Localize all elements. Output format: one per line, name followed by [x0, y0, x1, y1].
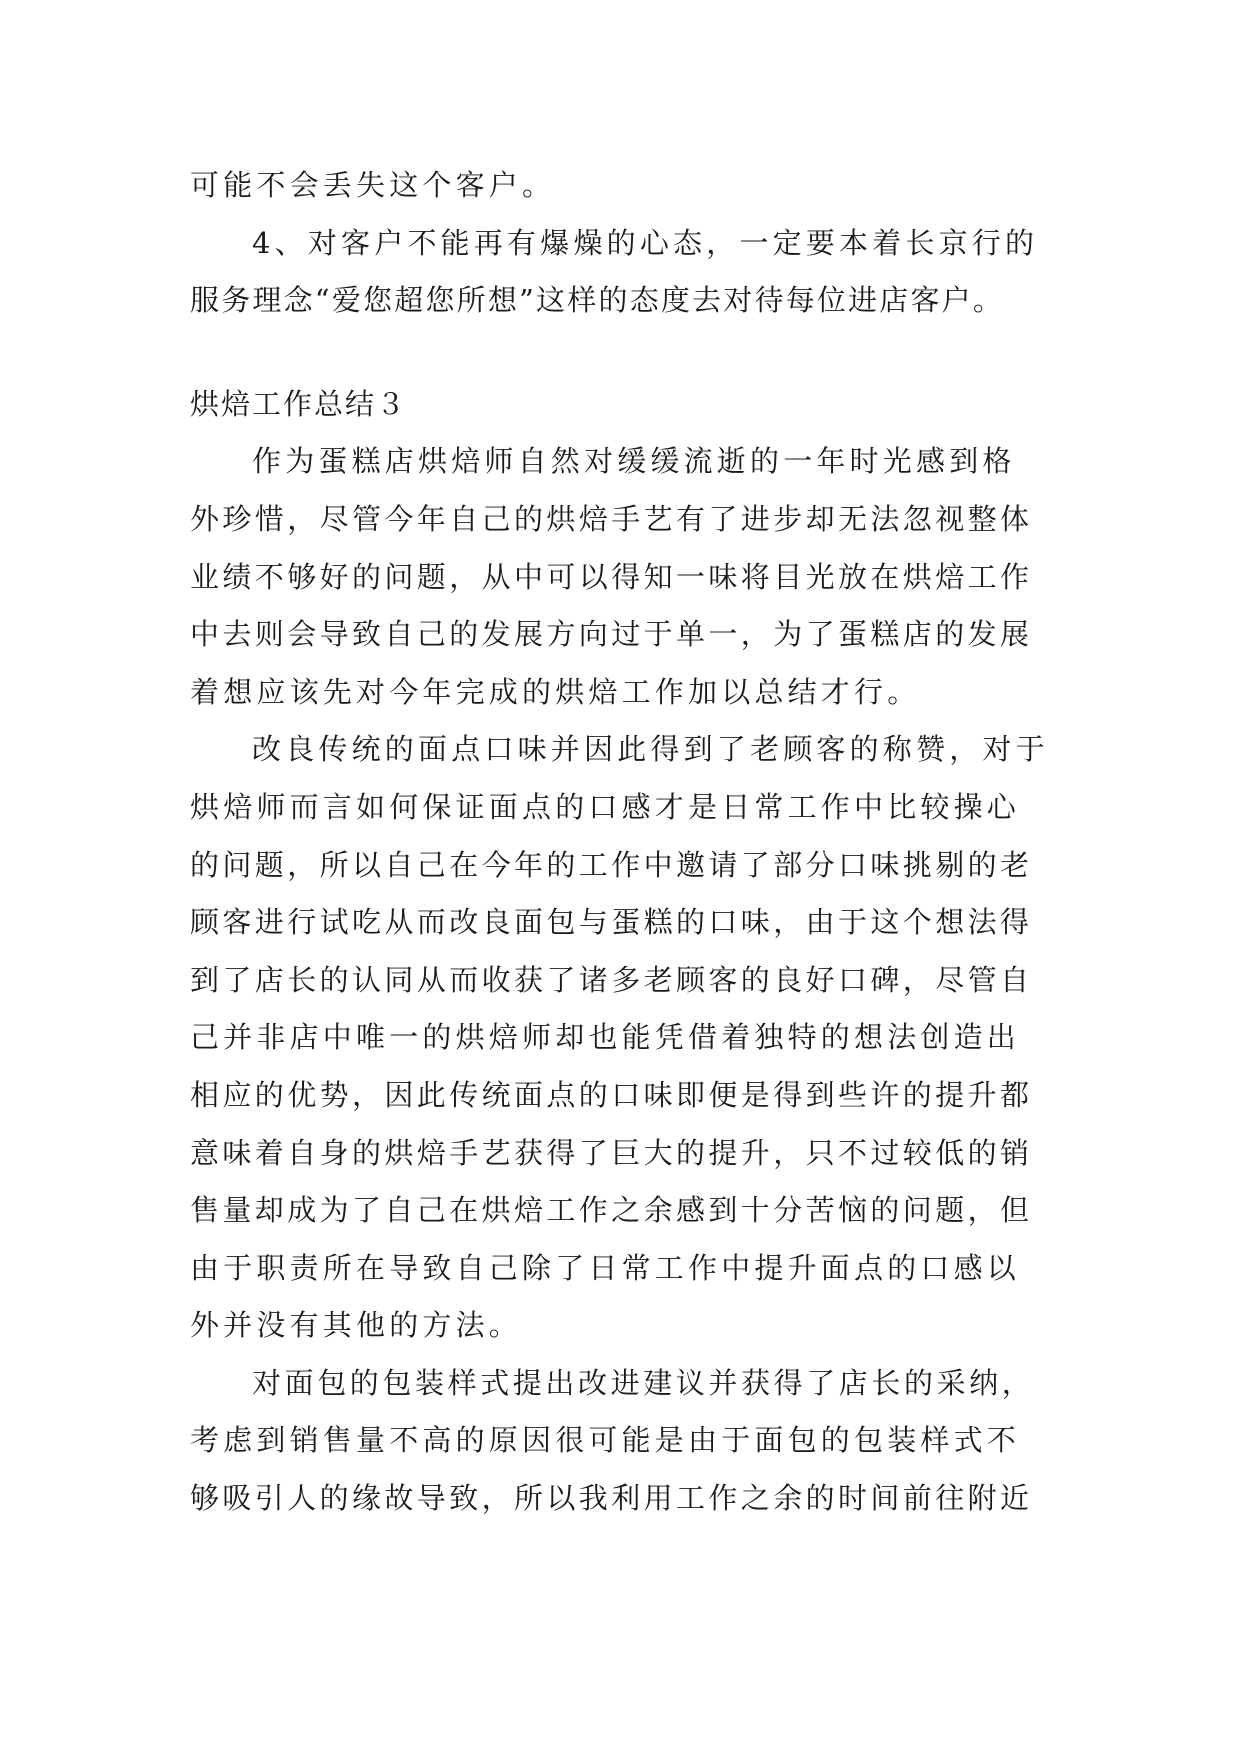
text-line: 己并非店中唯一的烘焙师却也能凭借着独特的想法创造出 [190, 1020, 1021, 1055]
text-line: 顾客进行试吃从而改良面包与蛋糕的口味，由于这个想法得 [190, 905, 1033, 940]
section-title: 烘焙工作总结３ [190, 386, 408, 421]
text-line: 作为蛋糕店烘焙师自然对缓缓流逝的一年时光感到格 [252, 444, 1016, 479]
text-line: 烘焙师而言如何保证面点的口感才是日常工作中比较操心 [190, 789, 1021, 824]
text-line: 对面包的包装样式提出改进建议并获得了店长的采纳， [252, 1365, 1035, 1400]
text-line: 意味着自身的烘焙手艺获得了巨大的提升，只不过较低的销 [190, 1135, 1033, 1170]
text-line: 够吸引人的缘故导致，所以我利用工作之余的时间前往附近 [190, 1481, 1033, 1516]
text-line: 的问题，所以自己在今年的工作中邀请了部分口味挑剔的老 [190, 847, 1033, 882]
paragraph-2 [190, 721, 1058, 1355]
text-line: 着想应该先对今年完成的烘焙工作加以总结才行。 [190, 674, 921, 709]
document-body [190, 157, 1058, 1528]
text-line: 相应的优势，因此传统面点的口味即便是得到些许的提升都 [190, 1077, 1033, 1112]
continuation-line [190, 157, 1058, 215]
text-line: 改良传统的面点口味并因此得到了老顾客的称赞，对于 [252, 732, 1049, 767]
text-line: 可能不会丢失这个客户。 [190, 168, 556, 202]
text-line: 由于职责所在导致自己除了日常工作中提升面点的口感以 [190, 1250, 1021, 1285]
text-line: 外珍惜，尽管今年自己的烘焙手艺有了进步却无法忽视整体 [190, 501, 1033, 536]
text-line: 售量却成为了自己在烘焙工作之余感到十分苦恼的问题，但 [190, 1193, 1033, 1228]
paragraph-3 [190, 1355, 1058, 1528]
text-line: 中去则会导致自己的发展方向过于单一，为了蛋糕店的发展 [190, 617, 1033, 652]
text-line: 考虑到销售量不高的原因很可能是由于面包的包装样式不 [190, 1423, 1021, 1458]
text-line: 4、对客户不能再有爆燥的心态，一定要本着长京行的 [252, 225, 1039, 260]
item-4-paragraph [190, 215, 1058, 330]
text-line: 服务理念“爱您超您所想”这样的态度去对待每位进店客户。 [190, 283, 1005, 318]
paragraph-1 [190, 433, 1058, 721]
text-line: 业绩不够好的问题，从中可以得知一味将目光放在烘焙工作 [190, 559, 1033, 594]
text-line: 到了店长的认同从而收获了诸多老顾客的良好口碑，尽管自 [190, 962, 1033, 997]
text-line: 外并没有其他的方法。 [190, 1308, 523, 1343]
